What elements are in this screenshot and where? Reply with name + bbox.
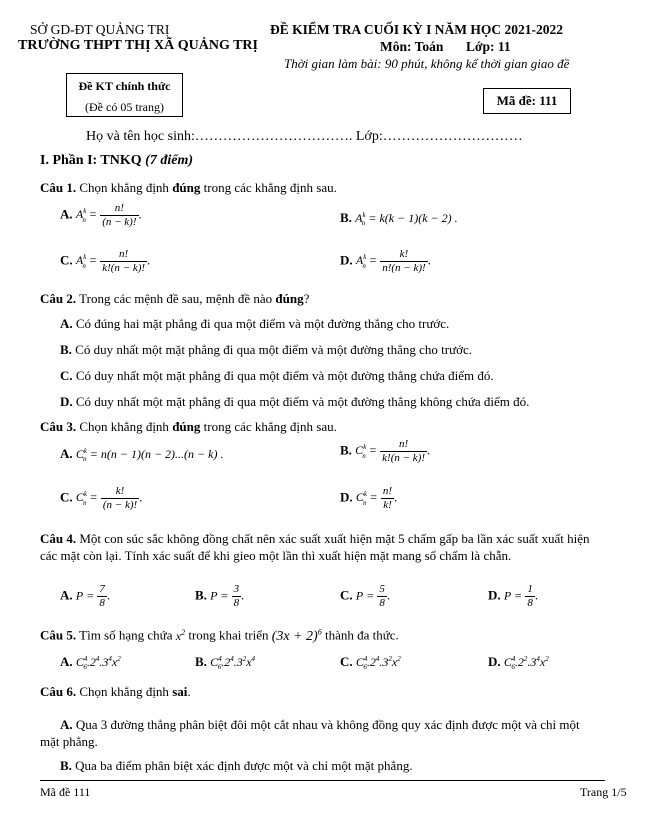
q3-option-d[interactable]: D. $C^k_n$ = $\frac{n!}{k!}$ . xyxy=(340,485,398,511)
option-label: B. xyxy=(195,654,207,669)
option-expression: $C^4_6.2^4.3^4x^2$ xyxy=(75,655,121,672)
stem-text: thành đa thức. xyxy=(324,627,399,643)
q5-option-a[interactable] xyxy=(60,654,121,671)
option-label: B. xyxy=(60,342,72,357)
option-label: A. xyxy=(60,446,73,461)
footer-page-number: Trang 1/5 xyxy=(580,785,627,799)
option-label: A. xyxy=(60,654,73,669)
option-label: B. xyxy=(195,587,207,603)
option-lhs: $A^k_n$ = xyxy=(75,207,97,224)
option-label: A. xyxy=(60,316,73,331)
option-lhs: $A^k_n$ = xyxy=(355,253,377,270)
option-label: C. xyxy=(340,654,353,669)
option-fraction: $\frac{n!}{k!(n - k)!}$ xyxy=(102,248,146,274)
question-1-stem xyxy=(40,180,337,196)
stem-expression: $(3x + 2)^6$ xyxy=(271,627,322,644)
stem-text: Một con súc sắc không đồng chất nên xác suất xuất hiện mặt 5 chấm gấp ba lần xác suất xuất hiện các mặt còn lại. Tính xác suất để khi gieo một lần thì xuất hiện mặt mang số chấm là chẵn. xyxy=(40,531,590,563)
q1-option-d[interactable]: D. $A^k_n$ = $\frac{k!}{n!(n - k)!}$ . xyxy=(340,248,431,274)
option-label: C. xyxy=(60,252,73,268)
stem-text: Trong các mệnh đề sau, mệnh đề nào xyxy=(79,291,273,306)
q4-option-a[interactable]: A. P = $\frac{7}{8}$ . xyxy=(60,583,111,609)
option-fraction: $\frac{n!}{(n - k)!}$ xyxy=(102,202,137,228)
option-fraction: $\frac{5}{8}$ xyxy=(379,583,385,609)
option-label: D. xyxy=(488,587,501,603)
q1-option-a[interactable]: A. $A^k_n$ = $\frac{n!}{(n - k)!}$ . xyxy=(60,202,142,228)
q6-option-a[interactable] xyxy=(40,716,600,750)
footer-rule xyxy=(40,780,605,781)
stem-text: Chọn khẳng định xyxy=(79,180,169,195)
q3-option-a[interactable] xyxy=(60,446,223,463)
stem-text: trong các khẳng định sau. xyxy=(203,419,337,434)
stem-text: Chọn khẳng định xyxy=(79,684,169,699)
stem-text: ? xyxy=(303,291,310,306)
q4-option-b[interactable]: B. P = $\frac{3}{8}$ . xyxy=(195,583,245,609)
question-2-stem xyxy=(40,291,309,307)
option-fraction: $\frac{7}{8}$ xyxy=(99,583,105,609)
option-label: A. xyxy=(60,206,73,222)
page-count-note: (Đề có 05 trang) xyxy=(85,100,164,114)
q6-option-b[interactable] xyxy=(60,758,413,774)
option-rhs: = n(n − 1)(n − 2)...(n − k) . xyxy=(89,447,224,461)
official-exam-box xyxy=(66,73,183,117)
option-fraction: $\frac{n!}{k!(n - k)!}$ xyxy=(382,438,425,464)
option-lhs: $A^k_n$ = xyxy=(75,253,97,270)
option-label: C. xyxy=(340,587,353,603)
option-expression: $C^4_6.2^4.3^2x^2$ xyxy=(355,655,401,672)
stem-text: trong các khẳng định sau. xyxy=(203,180,337,195)
student-info-line: Họ và tên học sinh:……………………………. Lớp:………………………… xyxy=(86,129,523,144)
option-lhs: P = xyxy=(75,588,95,603)
q1-option-b[interactable] xyxy=(340,210,458,227)
q3-option-c[interactable]: C. $C^k_n$ = $\frac{k!}{(n - k)!}$ . xyxy=(60,485,143,511)
option-label: D. xyxy=(340,252,353,268)
q5-option-b[interactable] xyxy=(195,654,255,671)
option-expression: $C^4_6.2^4.3^2x^4$ xyxy=(210,655,256,672)
stem-emphasis: sai xyxy=(172,684,188,699)
option-label: C. xyxy=(60,489,73,505)
option-lhs: $C^k_n$ xyxy=(75,447,88,464)
question-6-stem: Câu 6. Chọn khẳng định sai. xyxy=(40,684,191,699)
q1-option-c[interactable]: C. $A^k_n$ = $\frac{n!}{k!(n - k)!}$ . xyxy=(60,248,151,274)
section-title-text: I. Phần I: TNKQ xyxy=(40,153,142,168)
option-label: B. xyxy=(340,442,352,458)
stem-text: Chọn khẳng định xyxy=(79,419,169,434)
q2-option-b[interactable] xyxy=(60,342,472,358)
option-label: D. xyxy=(60,394,73,409)
option-lhs: P = xyxy=(503,588,523,603)
option-lhs: $A^k_n$ xyxy=(355,211,366,228)
q4-option-d[interactable]: D. P = $\frac{1}{8}$ . xyxy=(488,583,539,609)
exam-code-box: Mã đề: 111 xyxy=(483,88,571,114)
q5-option-c[interactable] xyxy=(340,654,401,671)
option-lhs: P = xyxy=(355,588,375,603)
option-rhs: = k(k − 1)(k − 2) . xyxy=(368,211,458,225)
grade-label: Lớp: 11 xyxy=(466,39,511,54)
official-exam-label: Đề KT chính thức xyxy=(78,79,171,93)
option-expression: $C^4_6.2^2.3^4x^2$ xyxy=(503,655,549,672)
option-lhs: $C^k_n$ = xyxy=(75,490,98,507)
stem-text: trong khai triển xyxy=(188,627,269,643)
footer-exam-code: Mã đề 111 xyxy=(40,785,91,799)
question-3-stem xyxy=(40,419,337,435)
option-label: D. xyxy=(340,489,353,505)
section-points: (7 điểm) xyxy=(145,153,193,168)
question-4-stem xyxy=(40,530,610,564)
option-text: Có duy nhất một mặt phẳng đi qua một điểm và một đường thẳng không chứa điểm đó. xyxy=(75,394,530,409)
question-label: Câu 6. xyxy=(40,684,77,699)
option-lhs: $C^k_n$ = xyxy=(355,443,377,460)
option-text: Qua 3 đường thẳng phân biệt đôi một cắt nhau và không đồng quy xác định được một và chỉ một mặt phẳng. xyxy=(40,717,580,749)
subject-label: Môn: Toán xyxy=(380,39,444,54)
school-name: TRƯỜNG THPT THỊ XÃ QUẢNG TRỊ xyxy=(18,38,258,53)
option-text: Có duy nhất một mặt phẳng đi qua một điểm và một đường thẳng chứa điểm đó. xyxy=(75,368,494,383)
option-fraction: $\frac{k!}{(n - k)!}$ xyxy=(102,485,138,511)
option-fraction: $\frac{n!}{k!}$ xyxy=(382,485,393,511)
option-label: B. xyxy=(60,758,72,773)
option-fraction: $\frac{3}{8}$ xyxy=(233,583,240,609)
option-label: C. xyxy=(60,368,73,383)
question-label: Câu 1. xyxy=(40,180,77,195)
stem-term: $x^2$ xyxy=(175,627,186,643)
stem-text: Tìm số hạng chứa xyxy=(79,627,173,643)
option-lhs: P = xyxy=(210,588,229,603)
q4-option-c[interactable]: C. P = $\frac{5}{8}$ . xyxy=(340,583,391,609)
exam-duration: Thời gian làm bài: 90 phút, không kể thời gian giao đề xyxy=(284,56,570,71)
option-text: Qua ba điểm phân biệt xác định được một và chỉ một mặt phẳng. xyxy=(75,758,413,773)
option-text: Có đúng hai mặt phẳng đi qua một điểm và một đường thẳng cho trước. xyxy=(75,316,450,331)
department: SỞ GD-ĐT QUẢNG TRỊ xyxy=(30,22,170,37)
stem-emphasis: đúng xyxy=(172,180,201,195)
option-fraction: $\frac{1}{8}$ xyxy=(527,583,533,609)
question-label: Câu 3. xyxy=(40,419,77,434)
q3-option-b[interactable]: B. $C^k_n$ = $\frac{n!}{k!(n - k)!}$ . xyxy=(340,438,431,464)
question-label: Câu 4. xyxy=(40,531,77,546)
option-label: D. xyxy=(488,654,501,669)
option-text: Có duy nhất một mặt phẳng đi qua một điểm và một đường thẳng cho trước. xyxy=(75,342,473,357)
q2-option-a[interactable] xyxy=(60,316,449,332)
stem-emphasis: đúng xyxy=(275,291,304,306)
question-5-stem xyxy=(40,627,399,645)
option-fraction: $\frac{k!}{n!(n - k)!}$ xyxy=(382,248,426,274)
question-label: Câu 2. xyxy=(40,291,77,306)
exam-title: ĐỀ KIỂM TRA CUỐI KỲ I NĂM HỌC 2021-2022 xyxy=(270,22,564,37)
option-label: A. xyxy=(60,587,73,603)
q2-option-d[interactable] xyxy=(60,394,529,410)
option-lhs: $C^k_n$ = xyxy=(355,490,378,507)
q5-option-d[interactable] xyxy=(488,654,549,671)
section-title xyxy=(40,153,193,169)
q2-option-c[interactable] xyxy=(60,368,494,384)
stem-emphasis: đúng xyxy=(172,419,201,434)
option-label: A. xyxy=(60,717,73,732)
option-label: B. xyxy=(340,210,352,225)
question-label: Câu 5. xyxy=(40,627,77,643)
